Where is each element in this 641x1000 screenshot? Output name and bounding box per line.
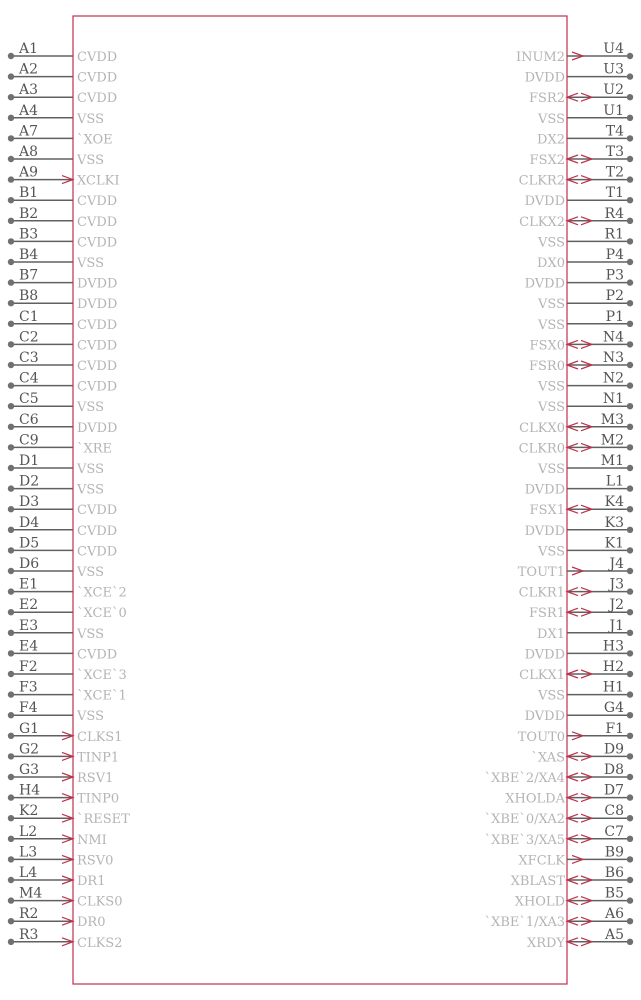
pin-number: B5	[604, 885, 624, 902]
pin-name: TOUT0	[517, 729, 565, 745]
pin-endpoint	[8, 815, 14, 821]
pin-number: J1	[609, 617, 624, 634]
pin-endpoint	[8, 197, 14, 203]
pin-number: D9	[603, 741, 624, 758]
pin-number: C3	[19, 350, 39, 366]
pin-name: VSS	[77, 482, 104, 498]
pin-number: B3	[19, 226, 39, 243]
pin-name: DX1	[537, 626, 565, 642]
pin-name: XRDY	[526, 935, 565, 951]
pin-endpoint	[8, 691, 14, 697]
pin-endpoint	[8, 609, 14, 615]
pin-endpoint	[627, 197, 633, 203]
pin-endpoint	[8, 135, 14, 141]
pin-number: C8	[604, 803, 624, 820]
left-pin-group	[8, 41, 130, 951]
pin-endpoint	[627, 176, 633, 182]
pin-endpoint	[8, 774, 14, 780]
pin-number: D5	[19, 535, 40, 552]
pin-number: D3	[19, 494, 40, 511]
pin-name: XFCLK	[518, 853, 565, 869]
pin-number: L2	[19, 823, 38, 840]
pin-number: L3	[19, 844, 38, 861]
pin-number: J2	[609, 597, 624, 614]
pin-number: T2	[605, 164, 624, 181]
pin-name: DVDD	[524, 276, 565, 292]
pin-endpoint	[627, 671, 633, 677]
pin-endpoint	[627, 588, 633, 594]
pin-A5	[527, 927, 633, 951]
pin-endpoint	[8, 630, 14, 636]
pin-endpoint	[8, 424, 14, 430]
pin-number: U4	[603, 41, 624, 57]
pin-name: `XOE	[77, 132, 113, 148]
pin-endpoint	[627, 115, 633, 121]
pin-name: DX0	[537, 256, 565, 271]
pin-endpoint	[8, 733, 14, 739]
pin-number: B8	[19, 288, 39, 305]
pin-R3	[8, 927, 123, 951]
pin-endpoint	[8, 547, 14, 553]
pin-name: FSX1	[529, 503, 565, 519]
pin-endpoint	[8, 877, 14, 883]
pin-name: `XCE`1	[77, 688, 127, 704]
pin-name: DVDD	[524, 194, 565, 210]
pin-number: C2	[19, 329, 39, 346]
pin-name: DVDD	[77, 297, 118, 313]
pin-name: VSS	[77, 565, 104, 580]
pin-number: D8	[603, 762, 624, 778]
pin-endpoint	[8, 465, 14, 471]
pin-number: T1	[605, 185, 624, 202]
pin-number: B2	[19, 205, 39, 222]
pin-number: P1	[605, 308, 624, 325]
pin-endpoint	[8, 382, 14, 388]
pin-number: C1	[19, 308, 39, 325]
pin-name: TINP0	[77, 791, 120, 807]
pin-number: H4	[19, 782, 41, 799]
pin-endpoint	[627, 815, 633, 821]
pin-name: CVDD	[77, 50, 118, 65]
pin-name: CVDD	[77, 379, 118, 395]
pin-name: VSS	[538, 544, 565, 560]
pin-name: DVDD	[77, 420, 118, 436]
pin-endpoint	[8, 856, 14, 862]
pin-number: U3	[603, 61, 624, 78]
pin-name: CVDD	[77, 503, 118, 519]
pin-name: TOUT1	[517, 565, 565, 580]
pin-endpoint	[627, 300, 633, 306]
pin-name: NMI	[77, 832, 107, 848]
pin-number: B6	[604, 865, 624, 881]
pin-name: CLKS1	[77, 729, 123, 745]
pin-number: T4	[605, 123, 624, 140]
pin-number: K1	[604, 535, 624, 552]
pin-number: P4	[605, 247, 624, 263]
pin-name: CVDD	[77, 70, 118, 86]
pin-name: CLKS0	[77, 894, 123, 910]
pin-endpoint	[8, 650, 14, 656]
pin-name: CVDD	[77, 338, 118, 354]
pin-endpoint	[8, 527, 14, 533]
pin-name: FSR0	[529, 359, 565, 374]
pin-number: T3	[605, 144, 624, 160]
pin-number: A5	[604, 926, 624, 943]
pin-number: F3	[19, 679, 38, 696]
pin-endpoint	[8, 794, 14, 800]
pin-name: `XBE`3/XA5	[484, 832, 565, 848]
pin-name: VSS	[538, 688, 565, 704]
pin-name: DVDD	[524, 70, 565, 86]
pin-number: F1	[605, 720, 624, 737]
pin-name: INUM2	[515, 50, 565, 65]
pin-endpoint	[627, 712, 633, 718]
pin-number: A2	[19, 61, 39, 78]
pin-name: CLKX0	[519, 420, 565, 436]
pin-name: CVDD	[77, 317, 118, 333]
pin-endpoint	[627, 527, 633, 533]
pin-endpoint	[627, 53, 633, 59]
pin-number: H2	[602, 659, 624, 675]
pin-endpoint	[8, 321, 14, 327]
pin-name: CLKR0	[518, 441, 565, 457]
pin-number: E1	[19, 576, 39, 593]
pin-name: XHOLDA	[505, 791, 565, 807]
pin-number: G3	[19, 762, 40, 778]
pin-endpoint	[627, 279, 633, 285]
pin-endpoint	[627, 465, 633, 471]
pin-number: R4	[604, 205, 624, 222]
pin-endpoint	[627, 630, 633, 636]
pin-endpoint	[8, 53, 14, 59]
pin-number: N4	[602, 329, 624, 346]
pin-name: `XCE`3	[77, 668, 127, 683]
pin-endpoint	[627, 897, 633, 903]
pin-number: N1	[602, 391, 624, 408]
pin-number: N3	[602, 350, 624, 366]
pin-number: B1	[19, 185, 39, 202]
pin-name: RSV1	[77, 771, 114, 786]
pin-name: VSS	[77, 111, 104, 127]
pin-name: VSS	[538, 379, 565, 395]
pin-name: CVDD	[77, 235, 118, 251]
pin-endpoint	[8, 506, 14, 512]
pin-endpoint	[627, 362, 633, 368]
pin-name: DVDD	[524, 482, 565, 498]
pin-endpoint	[627, 444, 633, 450]
pin-number: K4	[604, 494, 624, 511]
pin-endpoint	[8, 94, 14, 100]
pin-endpoint	[627, 135, 633, 141]
pin-endpoint	[627, 753, 633, 759]
pin-endpoint	[8, 362, 14, 368]
pin-name: FSR2	[529, 91, 565, 107]
pin-name: `XCE`0	[77, 606, 127, 622]
pin-endpoint	[8, 712, 14, 718]
pin-name: CVDD	[77, 194, 118, 210]
pin-name: DR0	[77, 915, 106, 931]
pin-name: VSS	[77, 400, 104, 416]
pin-endpoint	[627, 382, 633, 388]
pin-endpoint	[8, 897, 14, 903]
pin-name: XBLAST	[510, 874, 565, 889]
pin-number: U2	[603, 82, 624, 99]
pin-endpoint	[627, 73, 633, 79]
pin-endpoint	[8, 259, 14, 265]
pin-name: VSS	[538, 462, 565, 477]
pin-name: DVDD	[524, 523, 565, 539]
pin-number: F2	[19, 659, 38, 675]
pin-endpoint	[8, 73, 14, 79]
pin-number: M4	[19, 885, 43, 902]
pin-name: RSV0	[77, 853, 114, 869]
pin-name: `RESET	[77, 812, 130, 828]
pin-endpoint	[627, 259, 633, 265]
pin-number: R3	[19, 926, 39, 943]
pin-number: B9	[604, 844, 624, 861]
pin-name: `XBE`1/XA3	[484, 915, 565, 931]
pin-number: U1	[603, 102, 624, 119]
pin-number: E2	[19, 597, 39, 614]
pin-number: C9	[19, 432, 39, 449]
pin-name: CVDD	[77, 91, 118, 107]
pin-number: A4	[19, 102, 39, 119]
pin-name: XCLKI	[77, 173, 120, 189]
pin-number: L4	[19, 865, 38, 881]
pin-number: D4	[19, 514, 40, 531]
pin-name: CVDD	[77, 359, 118, 374]
pin-number: R2	[19, 906, 39, 923]
pin-number: A3	[19, 82, 39, 99]
pin-endpoint	[627, 156, 633, 162]
pin-number: K2	[19, 803, 39, 820]
pin-endpoint	[627, 918, 633, 924]
pin-name: `XRE	[77, 441, 113, 457]
pin-endpoint	[627, 94, 633, 100]
pin-endpoint	[627, 856, 633, 862]
pin-number: P3	[605, 267, 624, 284]
pin-name: CLKS2	[77, 935, 123, 951]
pin-endpoint	[627, 691, 633, 697]
pin-name: CLKX2	[519, 214, 565, 230]
pin-name: CVDD	[77, 647, 118, 663]
pin-endpoint	[627, 547, 633, 553]
pin-number: H3	[602, 638, 624, 655]
pin-name: VSS	[538, 235, 565, 251]
pin-endpoint	[8, 300, 14, 306]
pin-name: XHOLD	[514, 894, 565, 910]
pin-endpoint	[8, 671, 14, 677]
pin-endpoint	[627, 506, 633, 512]
pin-name: `XAS	[531, 750, 565, 766]
pin-endpoint	[8, 939, 14, 945]
pin-number: K3	[604, 514, 624, 531]
pin-number: D1	[19, 453, 40, 469]
pin-endpoint	[627, 774, 633, 780]
pin-endpoint	[8, 588, 14, 594]
pin-endpoint	[627, 650, 633, 656]
pin-name: DVDD	[77, 276, 118, 292]
pin-number: M3	[600, 411, 624, 428]
right-pin-group	[485, 41, 634, 951]
pin-number: J3	[609, 576, 624, 593]
pin-number: D6	[19, 556, 40, 572]
pin-endpoint	[8, 279, 14, 285]
pin-number: N2	[602, 370, 624, 387]
pin-endpoint	[8, 403, 14, 409]
pin-endpoint	[627, 939, 633, 945]
pin-name: VSS	[77, 153, 104, 168]
pin-number: L1	[605, 473, 624, 490]
pin-number: D7	[603, 782, 624, 799]
pin-name: CVDD	[77, 544, 118, 560]
pin-number: G2	[19, 741, 40, 758]
pin-number: C6	[19, 411, 39, 428]
pin-name: TINP1	[77, 750, 120, 766]
pin-name: VSS	[538, 297, 565, 313]
pin-endpoint	[8, 341, 14, 347]
pin-number: E3	[19, 617, 39, 634]
pin-number: A8	[19, 144, 39, 160]
pin-name: FSR1	[529, 606, 565, 622]
pin-endpoint	[627, 609, 633, 615]
pin-name: DVDD	[524, 709, 565, 725]
pin-name: VSS	[77, 256, 104, 271]
pin-number: M1	[600, 453, 624, 469]
pin-name: VSS	[538, 400, 565, 416]
pin-name: VSS	[77, 626, 104, 642]
pin-endpoint	[627, 238, 633, 244]
pin-endpoint	[627, 403, 633, 409]
pin-endpoint	[627, 485, 633, 491]
pin-name: CVDD	[77, 523, 118, 539]
pin-endpoint	[8, 156, 14, 162]
pin-endpoint	[8, 753, 14, 759]
pin-endpoint	[8, 836, 14, 842]
pin-endpoint	[627, 321, 633, 327]
pin-name: `XCE`2	[77, 585, 127, 601]
pin-number: E4	[19, 638, 39, 655]
pin-number: A9	[19, 164, 39, 181]
pin-endpoint	[627, 733, 633, 739]
pin-number: C4	[19, 370, 39, 387]
pin-endpoint	[627, 794, 633, 800]
pin-name: VSS	[77, 462, 104, 477]
pin-name: VSS	[538, 317, 565, 333]
pin-number: R1	[604, 226, 624, 243]
pin-number: F4	[19, 700, 38, 717]
pin-number: J4	[609, 556, 624, 572]
pin-number: D2	[19, 473, 40, 490]
pin-number: G4	[603, 700, 624, 717]
pin-endpoint	[8, 568, 14, 574]
pin-name: CVDD	[77, 214, 118, 230]
pin-endpoint	[627, 341, 633, 347]
pin-endpoint	[8, 218, 14, 224]
pin-name: DR1	[77, 874, 106, 889]
pin-number: A6	[604, 906, 624, 923]
pin-name: CLKR1	[518, 585, 565, 601]
pin-endpoint	[8, 115, 14, 121]
pin-name: `XBE`2/XA4	[484, 771, 565, 786]
pin-endpoint	[627, 568, 633, 574]
pin-endpoint	[627, 218, 633, 224]
pin-name: DVDD	[524, 647, 565, 663]
pin-number: B4	[19, 247, 39, 263]
pin-name: VSS	[538, 111, 565, 127]
pin-number: P2	[605, 288, 624, 305]
pin-number: G1	[19, 720, 40, 737]
pin-endpoint	[8, 918, 14, 924]
pin-endpoint	[627, 836, 633, 842]
pin-name: CLKR2	[518, 173, 565, 189]
pin-name: DX2	[537, 132, 565, 148]
pin-endpoint	[8, 485, 14, 491]
pin-number: A1	[19, 41, 39, 57]
pin-number: C7	[604, 823, 624, 840]
pin-name: FSX0	[529, 338, 565, 354]
pin-number: M2	[600, 432, 624, 449]
pin-name: VSS	[77, 709, 104, 725]
pin-endpoint	[8, 444, 14, 450]
pin-name: FSX2	[529, 153, 565, 168]
pin-name: `XBE`0/XA2	[484, 812, 565, 828]
pin-number: B7	[19, 267, 39, 284]
pin-number: A7	[19, 123, 39, 140]
pin-endpoint	[8, 176, 14, 182]
pin-name: CLKX1	[519, 668, 565, 683]
pin-number: H1	[602, 679, 624, 696]
pin-number: C5	[19, 391, 39, 408]
pin-endpoint	[627, 424, 633, 430]
pin-endpoint	[627, 877, 633, 883]
pin-endpoint	[8, 238, 14, 244]
